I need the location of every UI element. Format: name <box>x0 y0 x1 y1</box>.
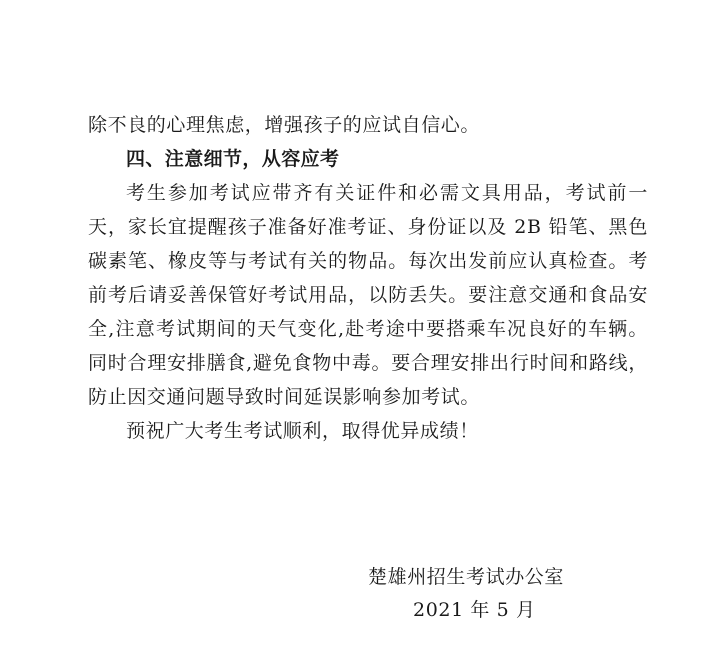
section-heading: 四、注意细节，从容应考 <box>126 148 340 170</box>
paragraph-line: 考生参加考试应带齐有关证件和必需文具用品，考试前一 <box>126 182 648 204</box>
paragraph-line: 前考后请妥善保管好考试用品，以防丢失。要注意交通和食品安 <box>88 284 648 306</box>
paragraph-line: 天，家长宜提醒孩子准备好准考证、身份证以及 2B 铅笔、黑色 <box>88 216 648 238</box>
document-body <box>88 108 648 448</box>
paragraph-line: 碳素笔、橡皮等与考试有关的物品。每次出发前应认真检查。考 <box>88 250 648 272</box>
paragraph-line: 防止因交通问题导致时间延误影响参加考试。 <box>88 386 481 408</box>
paragraph-line: 全,注意考试期间的天气变化,赴考途中要搭乘车况良好的车辆。 <box>88 318 648 340</box>
paragraph-line-continuation: 除不良的心理焦虑，增强孩子的应试自信心。 <box>88 114 481 136</box>
closing-wish: 预祝广大考生考试顺利，取得优异成绩！ <box>126 420 479 442</box>
signature-organization: 楚雄州招生考试办公室 <box>368 566 565 588</box>
signature-date: 2021 年 5 月 <box>413 599 536 621</box>
paragraph-line: 同时合理安排膳食,避免食物中毒。要合理安排出行时间和路线， <box>88 352 648 374</box>
